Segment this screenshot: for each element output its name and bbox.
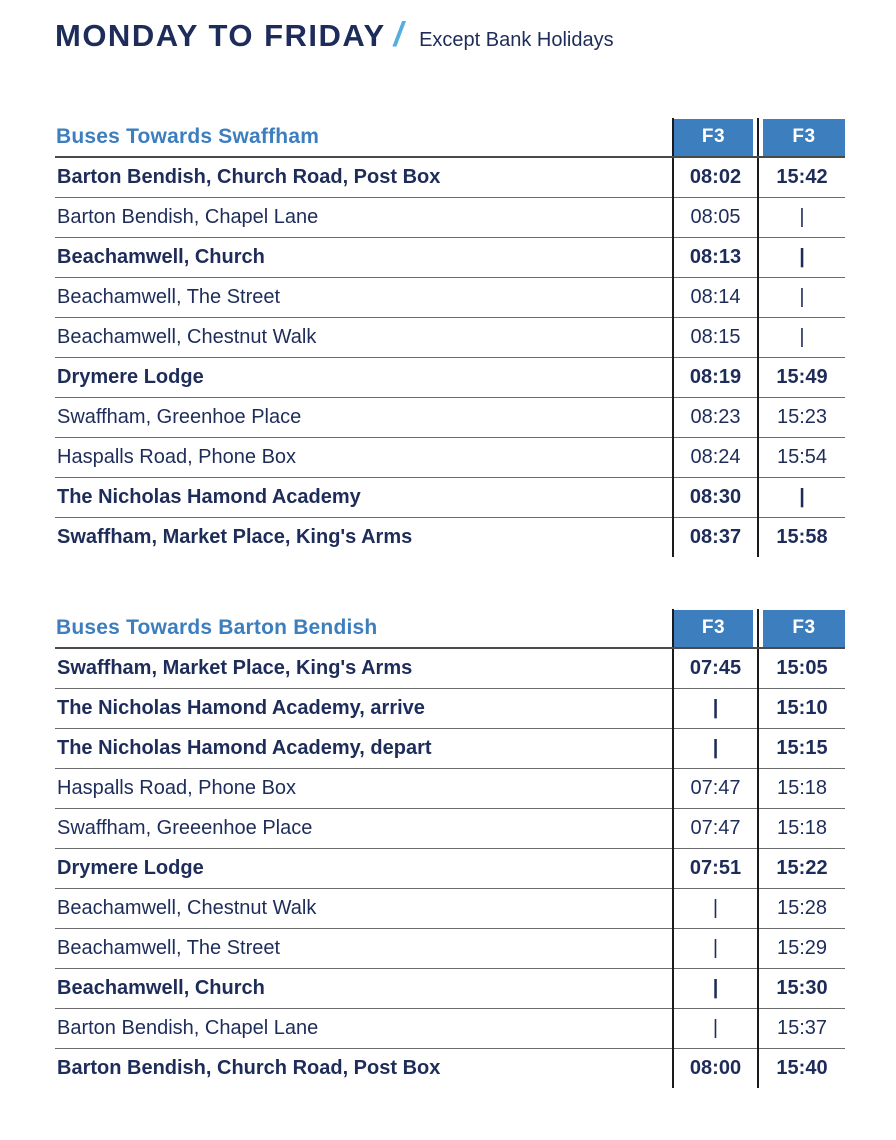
time-value: 15:05 [758,648,845,688]
time-value: 15:23 [758,397,845,437]
stop-name: The Nicholas Hamond Academy [55,477,673,517]
time-value: 07:47 [673,808,758,848]
timetable-row [55,928,845,968]
stop-name: Haspalls Road, Phone Box [55,437,673,477]
timetable-towards-swaffham [55,118,845,557]
time-value: 15:10 [758,688,845,728]
no-stop-marker: | [758,317,845,357]
time-value: 15:54 [758,437,845,477]
stop-name: Beachamwell, The Street [55,277,673,317]
timetable-row [55,157,845,197]
stop-name: Drymere Lodge [55,357,673,397]
timetable-row [55,357,845,397]
time-value: 15:30 [758,968,845,1008]
time-value: 08:30 [673,477,758,517]
no-stop-marker: | [673,1008,758,1048]
table-title: Buses Towards Barton Bendish [56,616,378,639]
time-value: 07:51 [673,848,758,888]
time-value: 08:00 [673,1048,758,1088]
stop-name: Swaffham, Greenhoe Place [55,397,673,437]
timetable-towards-barton-bendish [55,609,845,1088]
stop-name: Swaffham, Greeenhoe Place [55,808,673,848]
timetable-row [55,517,845,557]
time-value: 08:05 [673,197,758,237]
no-stop-marker: | [673,688,758,728]
time-value: 15:18 [758,768,845,808]
timetable-table-swaffham [55,118,845,557]
timetable-row [55,968,845,1008]
time-value: 08:24 [673,437,758,477]
no-stop-marker: | [673,928,758,968]
stop-name: Barton Bendish, Church Road, Post Box [57,1056,441,1079]
timetable-row [55,317,845,357]
time-value: 07:47 [673,768,758,808]
time-value: 15:18 [758,808,845,848]
timetable-row [55,848,845,888]
stop-name: Beachamwell, Chestnut Walk [55,888,673,928]
timetable-row [55,1048,845,1088]
stop-name: The Nicholas Hamond Academy, arrive [55,688,673,728]
time-value: 15:49 [758,357,845,397]
timetable-header-row [55,118,845,157]
stop-name: Barton Bendish, Chapel Lane [55,1008,673,1048]
time-value: 08:19 [673,357,758,397]
timetable-row [55,197,845,237]
timetable-row [55,728,845,768]
timetable-row [55,237,845,277]
timetable-table-barton-bendish [55,609,845,1088]
stop-name: Beachamwell, Church [55,968,673,1008]
timetable-body [55,648,845,1088]
no-stop-marker: | [758,197,845,237]
no-stop-marker: | [673,728,758,768]
timetable-row [55,768,845,808]
time-value: 08:37 [673,517,758,557]
stop-name: Haspalls Road, Phone Box [55,768,673,808]
timetable-row [55,477,845,517]
page-subtitle: Except Bank Holidays [419,29,614,51]
timetable-row [55,437,845,477]
stop-name: Swaffham, Market Place, King's Arms [57,525,413,548]
time-value: 15:15 [758,728,845,768]
timetable-row [55,397,845,437]
no-stop-marker: | [758,277,845,317]
table-title: Buses Towards Swaffham [56,125,320,148]
no-stop-marker: | [673,888,758,928]
timetable-body [55,157,845,557]
service-code-badge: F3 [763,119,845,156]
stop-name: Drymere Lodge [55,848,673,888]
page-title: MONDAY TO FRIDAY [55,18,386,53]
time-value: 15:28 [758,888,845,928]
no-stop-marker: | [758,237,845,277]
stop-name: Barton Bendish, Chapel Lane [55,197,673,237]
time-value: 08:15 [673,317,758,357]
stop-name: Beachamwell, Church [55,237,673,277]
time-value: 15:29 [758,928,845,968]
time-value: 08:23 [673,397,758,437]
time-value: 15:22 [758,848,845,888]
timetable-row [55,648,845,688]
service-code-badge: F3 [674,610,753,647]
time-value: 15:58 [758,517,845,557]
timetable-page [0,16,896,1088]
time-value: 07:45 [673,648,758,688]
time-value: 08:02 [673,157,758,197]
no-stop-marker: | [758,477,845,517]
time-value: 08:13 [673,237,758,277]
stop-name: Swaffham, Market Place, King's Arms [55,648,673,688]
title-slash-decoration: / [393,16,404,54]
time-value: 15:40 [758,1048,845,1088]
timetable-header-row [55,609,845,648]
service-code-badge: F3 [674,119,753,156]
stop-name: Beachamwell, Chestnut Walk [55,317,673,357]
time-value: 15:37 [758,1008,845,1048]
timetable-row [55,277,845,317]
timetable-row [55,808,845,848]
timetable-row [55,1008,845,1048]
timetable-row [55,888,845,928]
page-header [55,16,845,60]
time-value: 08:14 [673,277,758,317]
stop-name: The Nicholas Hamond Academy, depart [55,728,673,768]
stop-name: Barton Bendish, Church Road, Post Box [55,157,673,197]
time-value: 15:42 [758,157,845,197]
stop-name: Beachamwell, The Street [55,928,673,968]
service-code-badge: F3 [763,610,845,647]
no-stop-marker: | [673,968,758,1008]
timetable-row [55,688,845,728]
